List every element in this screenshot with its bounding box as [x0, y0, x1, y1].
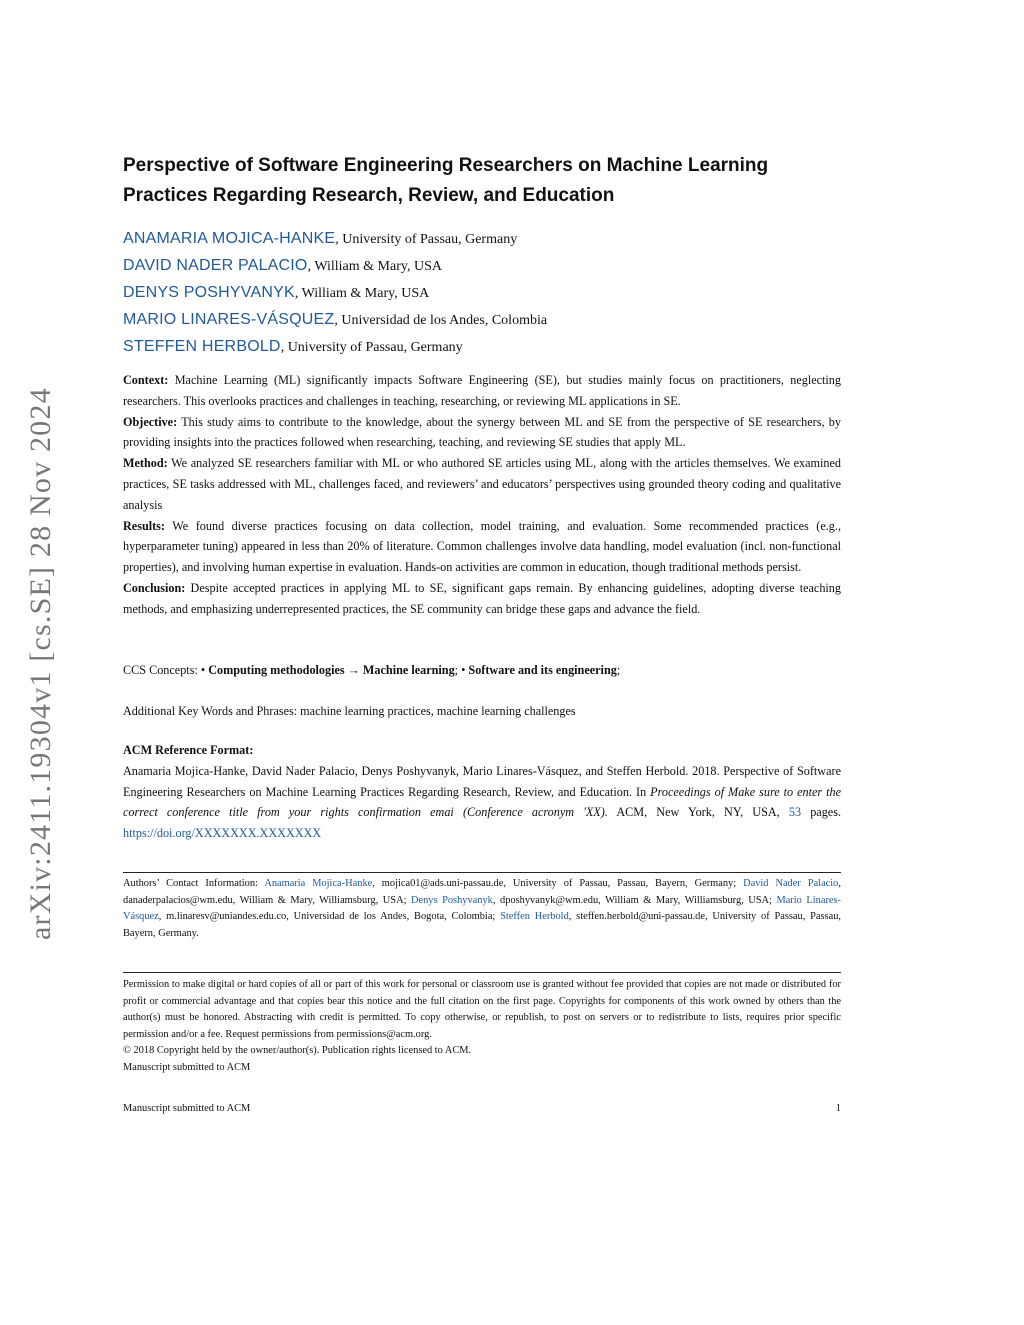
contact-author-info: , dposhyvanyk@wm.edu, William & Mary, Williamsburg, USA; — [492, 894, 777, 906]
authors-contact-information — [123, 876, 841, 942]
author-affiliation: , Universidad de los Andes, Colombia — [334, 313, 548, 328]
objective-text: This study aims to contribute to the knowledge, about the synergy between ML and SE from the perspective of SE researchers, by providing insights into the practices followed when researching, teaching, and reviewing SE studies that apply ML. — [123, 414, 841, 450]
reference-plain: Anamaria Mojica-Hanke, David Nader Palacio, Denys Poshyvanyk, Mario Linares-Vásquez, and Steffen Herbold. 2018. Perspective of Software Engineering Researchers on Machine Learning Practices Regarding Research, Review, and Education. In — [123, 763, 841, 799]
pages-link[interactable]: 53 — [788, 805, 802, 820]
results-text: We found diverse practices focusing on data collection, model training, and evaluation. Some recommended practices (e.g., hyperparameter tuning) appeared in less than 20% of literature. Common challenges involve data handling, model evaluation (incl. non-functional properties), and involving human expertise in evaluation. Hands-on activities are common in education, though traditional methods persist. — [123, 518, 841, 575]
author-name[interactable]: MARIO LINARES-VÁSQUEZ — [123, 311, 335, 328]
abstract-method — [123, 453, 841, 515]
contact-author-info: , mojica01@ads.uni-passau.de, University of Passau, Passau, Bayern, Germany; — [372, 878, 744, 889]
copyright-line: © 2018 Copyright held by the owner/author(s). Publication rights licensed to ACM. — [123, 1045, 472, 1057]
contact-text — [123, 876, 841, 942]
author-name[interactable]: ANAMARIA MOJICA-HANKE — [123, 230, 336, 247]
reference-venue: Proceedings of Make sure to enter the correct conference title from your rights confirmation emai (Conference acronym 'XX). — [123, 784, 841, 820]
manuscript-line: Manuscript submitted to ACM — [123, 1061, 251, 1073]
ccs-suffix: ; — [616, 663, 621, 677]
author-name[interactable]: STEFFEN HERBOLD — [123, 338, 281, 355]
method-text: We analyzed SE researchers familiar with ML or who authored SE articles using ML, along with the articles themselves. We examined practices, SE tasks addressed with ML, challenges faced, and reviewers’ and educators’ perspectives using grounded theory coding and qualitative analysis — [123, 456, 841, 512]
ccs-concept-1: Computing methodologies → Machine learning — [208, 663, 455, 677]
objective-label: Objective: — [123, 414, 178, 429]
ccs-prefix: CCS Concepts: • — [123, 663, 209, 677]
method-label: Method: — [123, 456, 168, 471]
ccs-separator: ; • — [454, 663, 469, 677]
keywords: Additional Key Words and Phrases: machine learning practices, machine learning challenges — [123, 704, 576, 718]
ccs-concept-2: Software and its engineering — [468, 663, 617, 677]
divider — [123, 972, 841, 973]
contact-author-link[interactable]: David Nader Palacio — [743, 878, 839, 889]
abstract-conclusion — [123, 578, 841, 620]
context-text: Machine Learning (ML) significantly impacts Software Engineering (SE), but studies mainly focus on practitioners, neglecting researchers. This overlooks practices and challenges in teaching, researching, or reviewing ML applications in SE. — [123, 373, 841, 408]
author-list — [123, 225, 841, 360]
context-label: Context: — [123, 373, 169, 387]
permission-text: Permission to make digital or hard copies of all or part of this work for personal or classroom use is granted without fee provided that copies are not made or distributed for profit or commercial advantage and that copies bear this notice and the full citation on the first page. Copyrights for components of this work owned by others than the author(s) must be honored. Abstracting with credit is permitted. To copy otherwise, or republish, to post on servers or to redistribute to lists, requires prior specific permission and/or a fee. Request permissions from permissions@acm.org. — [123, 979, 841, 1040]
results-label: Results: — [123, 518, 165, 533]
acm-reference-format — [123, 740, 841, 844]
footer-manuscript: Manuscript submitted to ACM — [123, 1103, 251, 1114]
contact-author-info: , steffen.herbold@uni-passau.de, University of Passau, Passau, Bayern, Germany. — [123, 911, 841, 939]
author-affiliation: , William & Mary, USA — [307, 259, 442, 274]
doi-link[interactable]: https://doi.org/XXXXXXX.XXXXXXX — [123, 826, 322, 841]
paper-page — [123, 0, 841, 1325]
author-name[interactable]: DENYS POSHYVANYK — [123, 284, 295, 301]
abstract-context — [123, 370, 841, 412]
author-line — [123, 306, 841, 333]
contact-author-link[interactable]: Mario Linares-Vásquez — [123, 894, 842, 922]
author-affiliation: , William & Mary, USA — [294, 286, 430, 301]
abstract-results — [123, 516, 841, 578]
pages-suffix: pages. — [801, 805, 841, 820]
permission-notice — [123, 977, 841, 1077]
ccs-concepts — [123, 660, 841, 680]
conclusion-text: Despite accepted practices in applying ML to SE, significant gaps remain. By enhancing guidelines, adopting diverse teaching methods, and emphasizing underrepresented practices, the SE community can bridge these gaps and advance the field. — [123, 580, 841, 616]
author-line — [123, 225, 841, 252]
contact-author-info: , m.linaresv@uniandes.edu.co, Universidad de los Andes, Bogota, Colombia; — [158, 911, 501, 922]
acm-reference-heading: ACM Reference Format: — [123, 743, 254, 757]
reference-publisher: ACM, New York, NY, USA, — [607, 805, 789, 820]
arxiv-stamp: arXiv:2411.19304v1 [cs.SE] 28 Nov 2024 — [24, 387, 57, 940]
contact-author-info: , danaderpalacios@wm.edu, William & Mary, Williamsburg, USA; — [123, 878, 841, 906]
author-line — [123, 333, 841, 360]
contact-author-link[interactable]: Denys Poshyvanyk — [411, 894, 493, 906]
author-affiliation: , University of Passau, Germany — [335, 232, 518, 247]
abstract — [123, 370, 841, 620]
paper-title: Perspective of Software Engineering Researchers on Machine Learning Practices Regarding Research, Review, and Education — [123, 155, 769, 206]
contact-author-link[interactable]: Steffen Herbold — [500, 911, 569, 922]
author-name[interactable]: DAVID NADER PALACIO — [123, 257, 308, 274]
author-line — [123, 279, 841, 306]
divider — [123, 872, 841, 873]
page-number: 1 — [835, 1103, 841, 1114]
author-affiliation: , University of Passau, Germany — [280, 340, 463, 355]
conclusion-label: Conclusion: — [123, 580, 186, 595]
acm-reference-text — [123, 761, 841, 844]
contact-prefix: Authors’ Contact Information: — [123, 878, 265, 889]
abstract-objective — [123, 412, 841, 454]
author-line — [123, 252, 841, 279]
contact-author-link[interactable]: Anamaria Mojica-Hanke — [264, 878, 373, 889]
